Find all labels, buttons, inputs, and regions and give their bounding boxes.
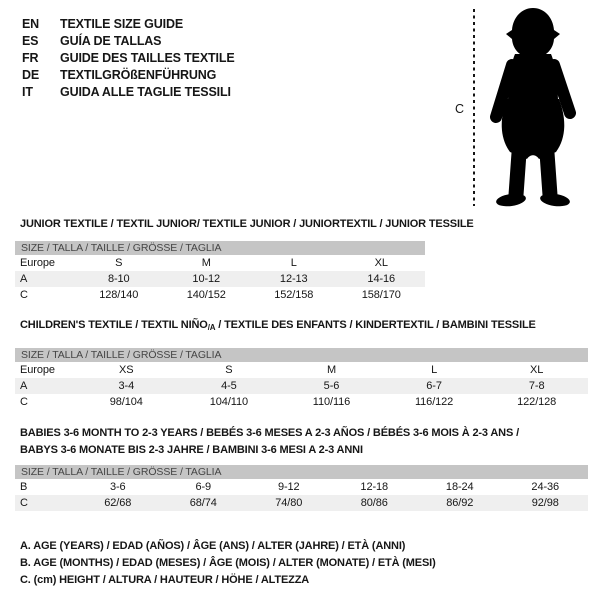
language-code: FR [22,51,39,65]
row-label: A [20,273,28,285]
junior-size-table [15,241,425,303]
children-title-rest: / TEXTILE DES ENFANTS / KINDERTEXTIL / BAMBINI TESSILE [215,319,536,331]
value-cell: 80/86 [360,497,388,509]
language-code: IT [22,85,33,99]
row-label: B [20,481,28,493]
note-age-years: A. AGE (YEARS) / EDAD (AÑOS) / ÂGE (ANS) / ALTER (JAHRE) / ETÀ (ANNI) [20,540,406,552]
legend-notes [20,538,436,589]
language-label: GUIDA ALLE TAGLIE TESSILI [60,85,231,99]
value-cell: 3-6 [109,481,126,493]
value-cell: 158/170 [361,289,401,301]
value-cell: 18-24 [445,481,474,493]
value-cell: 98/104 [109,396,143,408]
height-figure [440,5,590,213]
table-row-age [15,271,425,287]
value-cell: 12-18 [360,481,389,493]
children-section-title [20,319,536,332]
header-cell-size: S [225,364,233,376]
header-cell-size: XL [374,257,388,269]
language-code: EN [22,17,40,31]
header-cell-size: S [115,257,123,269]
value-cell: 104/110 [209,396,249,408]
language-row-en [22,16,235,33]
language-label: TEXTILE SIZE GUIDE [60,17,184,31]
value-cell: 122/128 [517,396,557,408]
table-row-age-months [15,479,588,495]
language-code: ES [22,34,39,48]
value-cell: 5-6 [323,380,340,392]
value-cell: 4-5 [221,380,237,392]
junior-section-title: JUNIOR TEXTILE / TEXTIL JUNIOR/ TEXTILE JUNIOR / JUNIORTEXTIL / JUNIOR TESSILE [20,218,474,230]
row-label: A [20,380,28,392]
value-cell: 86/92 [446,497,474,509]
baby-silhouette-icon [483,5,583,210]
babies-title-line2: BABYS 3-6 MONATE BIS 2-3 JAHRE / BAMBINI 3-6 MESI A 2-3 ANNI [20,444,363,456]
header-cell-region: Europe [20,364,55,376]
value-cell: 12-13 [279,273,308,285]
size-header-bar: SIZE / TALLA / TAILLE / GRÖSSE / TAGLIA [15,241,425,255]
table-row-height [15,495,588,511]
value-cell: 6-9 [195,481,212,493]
value-cell: 116/122 [414,396,454,408]
language-row-it [22,84,235,101]
language-label: GUIDE DES TAILLES TEXTILE [60,51,235,65]
language-row-es [22,33,235,50]
value-cell: 24-36 [531,481,560,493]
language-row-de [22,67,235,84]
babies-title-line1: BABIES 3-6 MONTH TO 2-3 YEARS / BEBÉS 3-6 MESES A 2-3 AÑOS / BÉBÉS 3-6 MOIS À 2-3 ANS / [20,427,519,439]
language-label: TEXTILGRÖßENFÜHRUNG [60,68,217,82]
children-title-main: CHILDREN'S TEXTILE / TEXTIL NIÑO [20,319,208,331]
children-size-table [15,348,588,410]
header-cell-size: L [290,257,297,269]
children-title-subscript: /A [207,323,216,332]
value-cell: 62/68 [104,497,132,509]
language-label: GUÍA DE TALLAS [60,34,162,48]
height-measure-dashed-line [473,9,475,206]
language-code: DE [22,68,40,82]
value-cell: 110/116 [312,396,351,408]
table-header-row [15,362,588,378]
header-cell-size: M [201,257,211,269]
value-cell: 10-12 [192,273,221,285]
value-cell: 7-8 [528,380,545,392]
header-cell-region: Europe [20,257,55,269]
header-cell-size: XL [530,364,544,376]
table-row-height [15,287,425,303]
language-list [22,16,235,101]
value-cell: 68/74 [189,497,217,509]
value-cell: 74/80 [275,497,303,509]
value-cell: 152/158 [274,289,314,301]
table-header-row [15,255,425,271]
value-cell: 14-16 [367,273,396,285]
row-label: C [20,289,28,301]
size-header-bar: SIZE / TALLA / TAILLE / GRÖSSE / TAGLIA [15,348,588,362]
language-row-fr [22,50,235,67]
table-row-height [15,394,588,410]
header-cell-size: M [326,364,337,376]
babies-size-table [15,465,588,511]
table-row-age [15,378,588,394]
height-measure-label: C [455,102,465,116]
header-cell-size: L [431,364,438,376]
row-label: C [20,497,28,509]
note-height-cm: C. (cm) HEIGHT / ALTURA / HAUTEUR / HÖHE / ALTEZZA [20,574,310,586]
size-header-bar: SIZE / TALLA / TAILLE / GRÖSSE / TAGLIA [15,465,588,479]
babies-section-title [20,425,519,459]
value-cell: 92/98 [531,497,559,509]
value-cell: 3-4 [118,380,135,392]
value-cell: 140/152 [186,289,226,301]
value-cell: 6-7 [426,380,442,392]
row-label: C [20,396,28,408]
value-cell: 9-12 [277,481,300,493]
note-age-months: B. AGE (MONTHS) / EDAD (MESES) / ÂGE (MOIS) / ALTER (MONATE) / ETÀ (MESI) [20,557,436,569]
header-cell-size: XS [119,364,134,376]
value-cell: 8-10 [107,273,130,285]
value-cell: 128/140 [99,289,139,301]
